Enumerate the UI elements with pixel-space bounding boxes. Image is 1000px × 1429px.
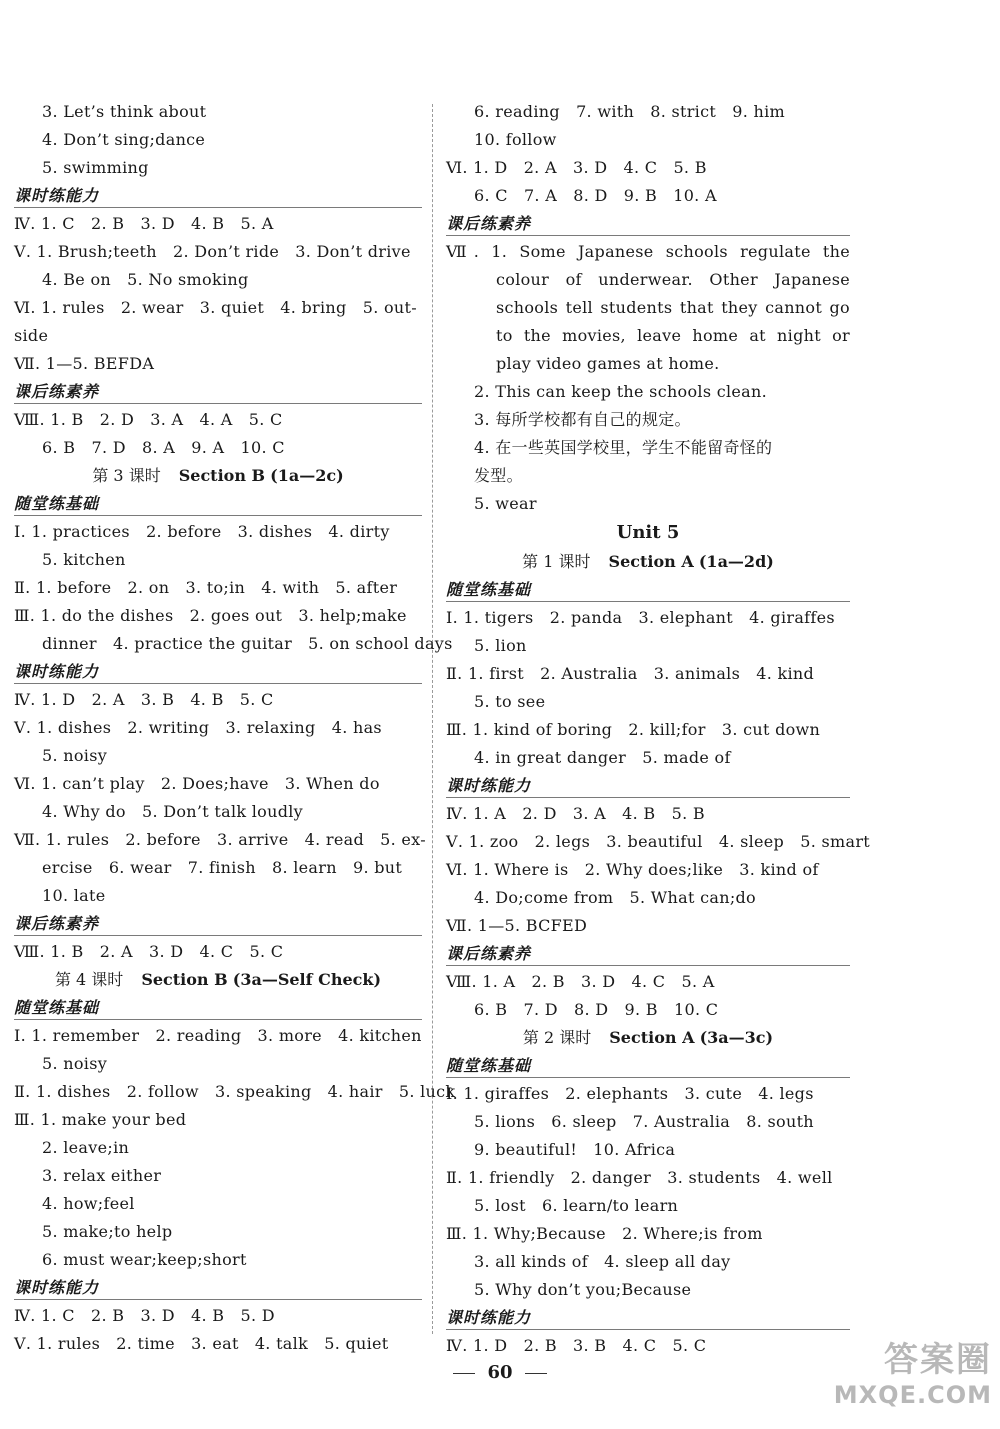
column-divider [432,104,433,1334]
section-label-row [446,1052,850,1080]
answer-line: Ⅳ. 1. A 2. D 3. A 4. B 5. B [446,804,705,823]
answer-line: 5. to see [474,692,546,711]
answer-line: Ⅳ. 1. C 2. B 3. D 4. B 5. D [14,1306,275,1325]
answer-line: 10. follow [474,130,557,149]
answer-line: 6. C 7. A 8. D 9. B 10. A [474,186,717,205]
answer-line: Ⅷ. 1. B 2. A 3. D 4. C 5. C [14,942,284,961]
section-label: 随堂练基础 [446,1056,532,1075]
answer-line: Ⅰ. 1. remember 2. reading 3. more 4. kitchen [14,1026,422,1045]
answer-line: Ⅲ. 1. make your bed [14,1110,187,1129]
lesson-range: (1a—2d) [698,552,774,571]
section-label-row [446,576,850,604]
answer-line: Ⅰ. 1. practices 2. before 3. dishes 4. dirty [14,522,390,541]
section-label-row [14,994,422,1022]
answer-line: Ⅴ. 1. Brush;teeth 2. Don’t ride 3. Don’t drive [14,242,411,261]
answer-line: 6. reading 7. with 8. strict 9. him [474,102,785,121]
answer-line: Ⅶ. 1—5. BEFDA [14,354,155,373]
answer-line: 2. This can keep the schools clean. [474,382,768,401]
lesson-number: 第 3 课时 [92,466,161,485]
answer-line: Ⅲ. 1. kind of boring 2. kill;for 3. cut down [446,720,821,739]
left-column [14,98,456,1358]
section-label: 课时练能力 [446,1308,532,1327]
section-label-row [14,658,422,686]
answer-line: 5. noisy [42,746,108,765]
lesson-number: 第 2 课时 [522,1028,592,1047]
section-label: 随堂练基础 [14,494,100,513]
section-label: 课时练能力 [14,1278,100,1297]
section-label: 课后练素养 [446,214,532,233]
answer-line: Ⅴ. 1. dishes 2. writing 3. relaxing 4. has [14,718,382,737]
answer-line: 4. Why do 5. Don’t talk loudly [42,802,303,821]
lesson-heading [14,462,422,490]
answer-line: Ⅷ. 1. A 2. B 3. D 4. C 5. A [446,972,715,991]
answer-line: Ⅲ. 1. do the dishes 2. goes out 3. help;make [14,606,407,625]
watermark-sub-text: MXQE.COM [833,1381,992,1409]
answer-paragraph [446,238,850,378]
section-label: 课时练能力 [446,776,532,795]
lesson-section: Section B [178,466,266,485]
answer-line: 5. make;to help [42,1222,173,1241]
lesson-range: (1a—2c) [270,466,344,485]
lesson-section: Section B [141,970,228,989]
section-label-row [14,378,422,406]
answer-line: 9. beautiful! 10. Africa [474,1140,676,1159]
answer-line: Ⅵ. 1. D 2. A 3. D 4. C 5. B [446,158,707,177]
lesson-number: 第 1 课时 [522,552,591,571]
answer-line: Ⅱ. 1. friendly 2. danger 3. students 4. well [446,1168,833,1187]
answer-line: 4. Don’t sing;dance [42,130,206,149]
lesson-range: (3a—3c) [699,1028,774,1047]
answer-line: 5. kitchen [42,550,126,569]
lesson-range: (3a—Self Check) [232,970,382,989]
answer-line: Ⅷ. 1. B 2. D 3. A 4. A 5. C [14,410,283,429]
answer-line: 5. wear [474,494,537,513]
answer-line: Ⅰ. 1. giraffes 2. elephants 3. cute 4. legs [446,1084,814,1103]
answer-line: 3. all kinds of 4. sleep all day [474,1252,731,1271]
answer-line: Ⅰ. 1. tigers 2. panda 3. elephant 4. giraffes [446,608,835,627]
section-label-row [446,210,850,238]
section-label-row [446,940,850,968]
watermark-main-text: 答案圈 [884,1340,992,1380]
answer-line: 6. B 7. D 8. D 9. B 10. C [474,1000,719,1019]
answer-line: Ⅵ. 1. Where is 2. Why does;like 3. kind of [446,860,819,879]
answer-line: 5. swimming [42,158,149,177]
answer-line: Ⅱ. 1. first 2. Australia 3. animals 4. kind [446,664,815,683]
section-label-row [14,1274,422,1302]
answer-line: 发型。 [474,466,523,485]
answer-line: 6. B 7. D 8. A 9. A 10. C [42,438,285,457]
section-label-row [446,772,850,800]
answer-line: Ⅳ. 1. D 2. B 3. B 4. C 5. C [446,1336,707,1355]
answer-line: Ⅱ. 1. dishes 2. follow 3. speaking 4. hair 5. luck [14,1082,456,1101]
answer-line: 4. Be on 5. No smoking [42,270,249,289]
answer-line: Ⅴ. 1. zoo 2. legs 3. beautiful 4. sleep 5. smart [446,832,871,851]
answer-line: 5. lost 6. learn/to learn [474,1196,679,1215]
answer-line: 10. late [42,886,106,905]
answer-line: 4. 在一些英国学校里，学生不能留奇怪的 [474,438,773,457]
answer-line: 4. in great danger 5. made of [474,748,731,767]
section-label: 课后练素养 [14,914,100,933]
page-number: 60 [0,1362,1000,1383]
section-label-row [446,1304,850,1332]
answer-line: dinner 4. practice the guitar 5. on school days [42,634,453,653]
lesson-number: 第 4 课时 [54,970,124,989]
answer-line: Ⅱ. 1. before 2. on 3. to;in 4. with 5. after [14,578,398,597]
section-label-row [14,490,422,518]
answer-line: Ⅴ. 1. rules 2. time 3. eat 4. talk 5. quiet [14,1334,389,1353]
lesson-section: Section A [609,1028,695,1047]
answer-line: Ⅶ. 1—5. BCFED [446,916,588,935]
answer-line: 3. relax either [42,1166,162,1185]
lesson-heading [446,548,850,576]
answer-line: side [14,326,49,345]
answer-line: 5. lion [474,636,527,655]
answer-line: 6. must wear;keep;short [42,1250,247,1269]
answer-line: 3. Let’s think about [42,102,207,121]
lesson-heading [14,966,422,994]
section-label: 随堂练基础 [446,580,532,599]
answer-line: Ⅶ. 1. rules 2. before 3. arrive 4. read 5. ex- [14,830,426,849]
answer-line: 5. noisy [42,1054,108,1073]
watermark-logo [832,1339,992,1421]
right-column [446,98,871,1360]
answer-line: 4. Do;come from 5. What can;do [474,888,756,907]
answer-line: Ⅵ. 1. can’t play 2. Does;have 3. When do [14,774,380,793]
section-label-row [14,182,422,210]
answer-line: ercise 6. wear 7. finish 8. learn 9. but [42,858,403,877]
section-label: 课时练能力 [14,186,100,205]
lesson-heading [446,1024,850,1052]
answer-line: 5. Why don’t you;Because [474,1280,692,1299]
answer-paragraph-text: Ⅶ. 1. Some Japanese schools regulate the colour of underwear. Other Japanese schools tell students that they cannot go to the movies, leave home at night or play video games at home. [446,242,850,373]
answer-line: Ⅲ. 1. Why;Because 2. Where;is from [446,1224,763,1243]
answer-line: Ⅵ. 1. rules 2. wear 3. quiet 4. bring 5. out- [14,298,417,317]
section-label: 课后练素养 [14,382,100,401]
section-label: 课后练素养 [446,944,532,963]
lesson-section: Section A [608,552,694,571]
answer-line: 2. leave;in [42,1138,130,1157]
answer-line: 5. lions 6. sleep 7. Australia 8. south [474,1112,814,1131]
section-label: 随堂练基础 [14,998,100,1017]
answer-line: 3. 每所学校都有自己的规定。 [474,410,691,429]
section-label-row [14,910,422,938]
answer-line: Ⅳ. 1. D 2. A 3. B 4. B 5. C [14,690,274,709]
answer-line: 4. how;feel [42,1194,135,1213]
answer-line: Ⅳ. 1. C 2. B 3. D 4. B 5. A [14,214,274,233]
unit-title: Unit 5 [616,522,680,543]
section-label: 课时练能力 [14,662,100,681]
